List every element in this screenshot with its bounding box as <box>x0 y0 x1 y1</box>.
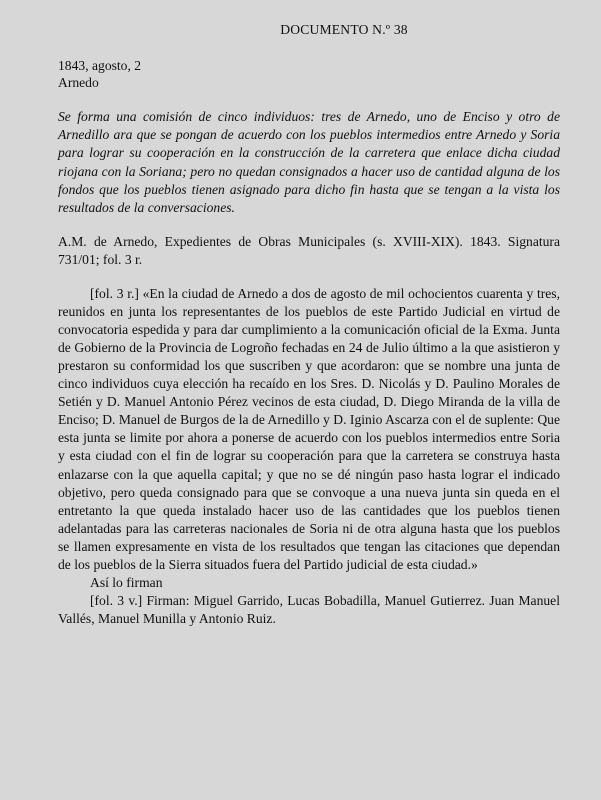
archive-source: A.M. de Arnedo, Expedientes de Obras Municipales (s. XVIII-XIX). 1843. Signatura 731/01; fol. 3 r. <box>58 234 560 268</box>
document-place: Arnedo <box>58 75 99 90</box>
document-date: 1843, agosto, 2 <box>58 58 142 73</box>
signatures-paragraph: [fol. 3 v.] Firman: Miguel Garrido, Lucas Bobadilla, Manuel Gutierrez. Juan Manuel Vallés, Manuel Munilla y Antonio Ruiz. <box>58 593 560 627</box>
firman-line: Así lo firman <box>90 575 163 591</box>
document-summary: Se forma una comisión de cinco individuos: tres de Arnedo, uno de Enciso y otro de Arnedillo ara que se pongan de acuerdo con los pueblos intermedios entre Arnedo y Soria para lograr su cooperación en la construcción de la carretera que enlace dicha ciudad riojana con la Soriana; pero no quedan consignados a hacer uso de cantidad alguna de los fondos que los pueblos tienen asignado para dicho fin hasta que se tengan a la vista los resultados de la conversaciones. <box>58 109 560 216</box>
document-title: DOCUMENTO N.º 38 <box>280 22 408 37</box>
transcription-body: [fol. 3 r.] «En la ciudad de Arnedo a dos de agosto de mil ochocientos cuarenta y tres, reunidos en junta los representantes de los pueblos de este Partido Judicial en virtud de convocatoria espedida y para dar cumplimiento a la comunicación oficial de la Exma. Junta de Gobierno de la Provincia de Logroño fechadas en 24 de Julio último a la que asistieron y prestaron su conformidad los que suscriben y que acordaron: que se nombre una junta de cinco individuos cuya elección ha recaído en los Sres. D. Nicolás y D. Paulino Morales de Setién y D. Manuel Antonio Pérez vecinos de esta ciudad, D. Diego Miranda de la villa de Enciso; D. Manuel de Burgos de la de Arnedillo y D. Iginio Ascarza con el de suplente: Que esta junta se limite por ahora a ponerse de acuerdo con los pueblos intermedios entre Soria y esta ciudad con el fin de lograr su cooperación para que la carretera se construya hasta enlazarse con la que aquella capital; y que no se dé ningún paso hasta lograr el indicado objetivo, pero queda consignado para que se convoque a una nueva junta sin queda en el entretanto la que queda instalado hacer uso de las cantidades que los pueblos tienen adelantadas para las carreteras nacionales de Soria ni de otra alguna hasta que los pueblos se llamen expresamente en vista de los resultados que tengan las citaciones que dependan de los pueblos de la Sierra situados fuera del Partido judicial de esta ciudad.» <box>58 285 560 573</box>
